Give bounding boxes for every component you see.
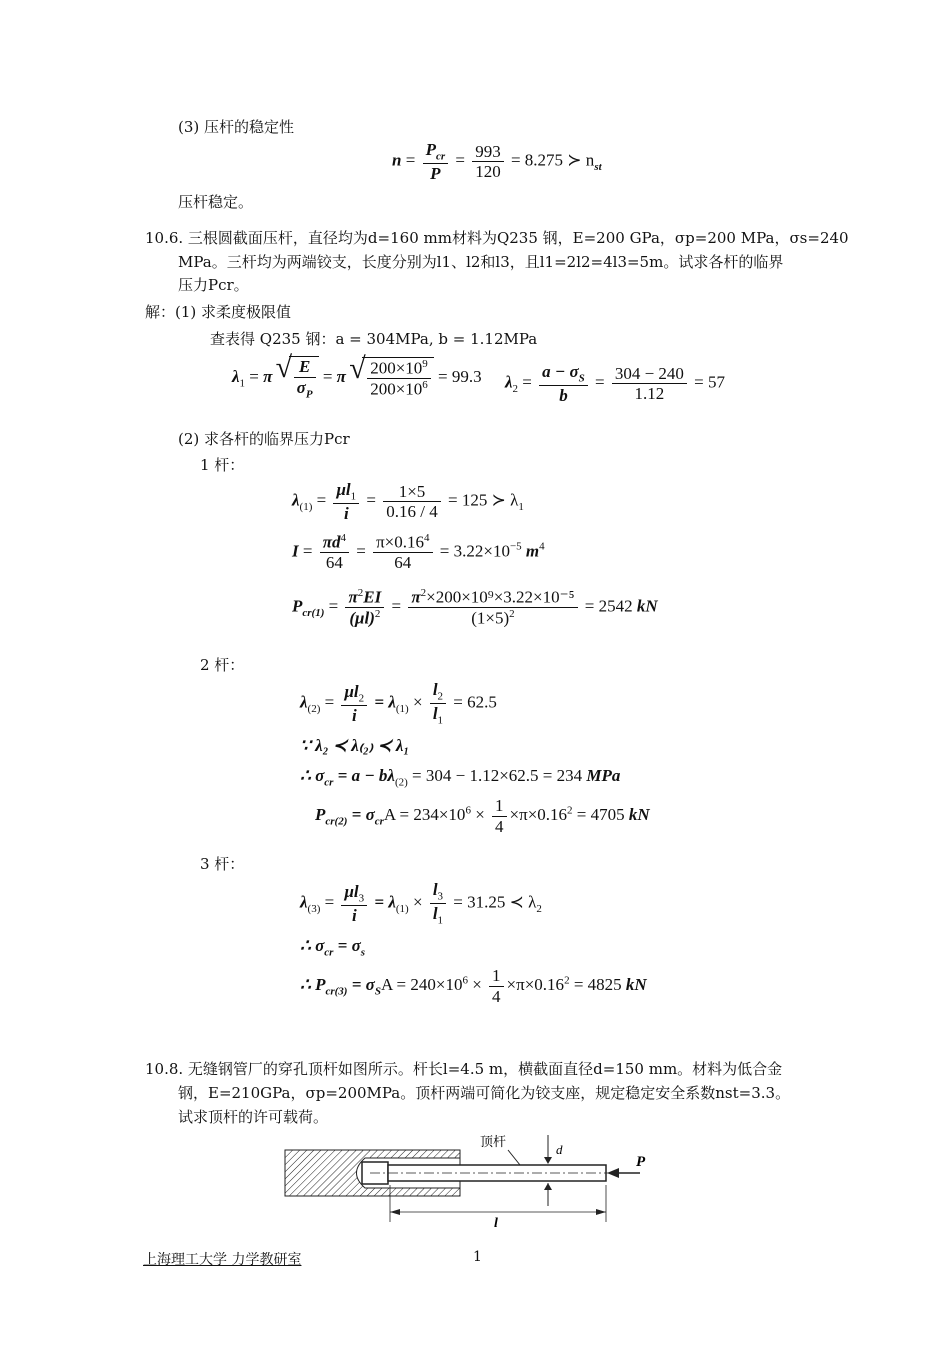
eq-lambda2: $\lambda_2$ = $\frac{a - \sigma_S}{b}$ = $\frac{304 - 240}{1.12}$ = 57 xyxy=(505,362,726,406)
rod3-label: 3 杆： xyxy=(200,855,245,873)
stability-conclusion: 压杆稳定。 xyxy=(178,193,254,211)
rod2-label: 2 杆： xyxy=(200,656,245,674)
d-label: d xyxy=(556,1142,563,1157)
stability-heading: (3) 压杆的稳定性 xyxy=(178,118,295,136)
rod1-label: 1 杆： xyxy=(200,456,245,474)
load-label: P xyxy=(636,1154,646,1170)
eq-rod2-stress: ∴ $\sigma_{cr} = a - b\lambda_{(2)} = 304 - 1.12\times 62.5 = 234$ MPa xyxy=(300,766,621,789)
footer-org: 上海理工大学 力学教研室 xyxy=(143,1252,302,1268)
problem-10-8-line1: 10.8. 无缝钢管厂的穿孔顶杆如图所示。杆长l=4.5 m，横截面直径d=150 mm。材料为低合金 xyxy=(145,1060,783,1078)
problem-10-6-line1: 10.6. 三根圆截面压杆，直径均为d=160 mm材料为Q235 钢，E=200 GPa，σp=200 MPa，σs=240 xyxy=(145,229,849,247)
length-label: l xyxy=(494,1216,498,1230)
eq-rod2-range: ∵ λ₂ ≺ λ₍₂₎ ≺ λ₁ xyxy=(300,736,410,755)
problem-10-8-line3: 试求顶杆的许可载荷。 xyxy=(178,1108,329,1126)
problem-10-6-line2: MPa。三杆均为两端铰支，长度分别为l1、l2和l3，且l1=2l2=4l3=5m。试求各杆的临界 xyxy=(178,253,784,271)
piercing-rod-figure xyxy=(270,1130,670,1230)
eq-rod3-critical-load: ∴ $P_{cr(3)} = \sigma_SA = 240\times 10^6$ × $\frac{1}{4}$ $\times\pi\times 0.16^2 = 4825$ kN xyxy=(300,966,647,1006)
eq-rod3-stress: ∴ $\sigma_{cr} = \sigma_s$ xyxy=(300,936,366,959)
solution-part2-label: (2) 求各杆的临界压力Pcr xyxy=(178,430,350,448)
eq-rod1-inertia: I = $\frac{\pi d^4}{64}$ = $\frac{\pi\times 0.16^4}{64}$ = $3.22\times 10^{-5}$ $m^4$ xyxy=(292,532,545,573)
eq-rod3-slenderness: $\lambda_{(3)}$ = $\frac{\mu l_3}{i}$ = $\lambda_{(1)}$ × $\frac{l_3}{l_1}$ = 31.25 ≺ $\lambda_2$ xyxy=(300,880,542,927)
solution-part1-label: 解：(1) 求柔度极限值 xyxy=(145,303,292,321)
problem-10-8-line2: 钢，E=210GPa，σp=200MPa。顶杆两端可简化为铰支座，规定稳定安全系数nst=3.3。 xyxy=(178,1084,791,1102)
eq-rod1-critical-load: $P_{cr(1)}$ = $\frac{\pi^2EI}{(\mu l)^2}$ = $\frac{\pi^2\times 200\times 10^9\times 3.22\times 10^{-5}}{(1\times 5)^2}$ = 2542 kN xyxy=(292,587,658,628)
eq-rod2-critical-load: $P_{cr(2)} = \sigma_{cr}A = 234\times 10^6$ × $\frac{1}{4}$ $\times\pi\times 0.16^2 = 4705$ kN xyxy=(315,796,650,836)
problem-10-6-line3: 压力Pcr。 xyxy=(178,276,249,294)
eq-rod1-slenderness: $\lambda_{(1)}$ = $\frac{\mu l_1}{i}$ = $\frac{1\times 5}{0.16 / 4}$ = 125 ≻ $\lambda_1$ xyxy=(292,480,524,524)
rod-label-leader xyxy=(508,1150,520,1165)
eq-lambda1: $\lambda_1 = \pi$ √ $\frac{E}{\sigma_P}$ = π √ $\frac{200\times 10^9}{200\times 10^6}$ = 99.3 xyxy=(232,356,482,401)
eq-safety-factor: n = $\frac{P_{cr}}{P}$ = $\frac{993}{120}$ = 8.275 ≻ $n_{st}$ xyxy=(392,140,602,184)
table-lookup-text: 查表得 Q235 钢：a = 304MPa, b = 1.12MPa xyxy=(210,330,538,348)
rod-label: 顶杆 xyxy=(480,1135,507,1150)
page-number: 1 xyxy=(473,1249,482,1265)
eq-rod2-slenderness: $\lambda_{(2)}$ = $\frac{\mu l_2}{i}$ = $\lambda_{(1)}$ × $\frac{l_2}{l_1}$ = 62.5 xyxy=(300,680,497,727)
